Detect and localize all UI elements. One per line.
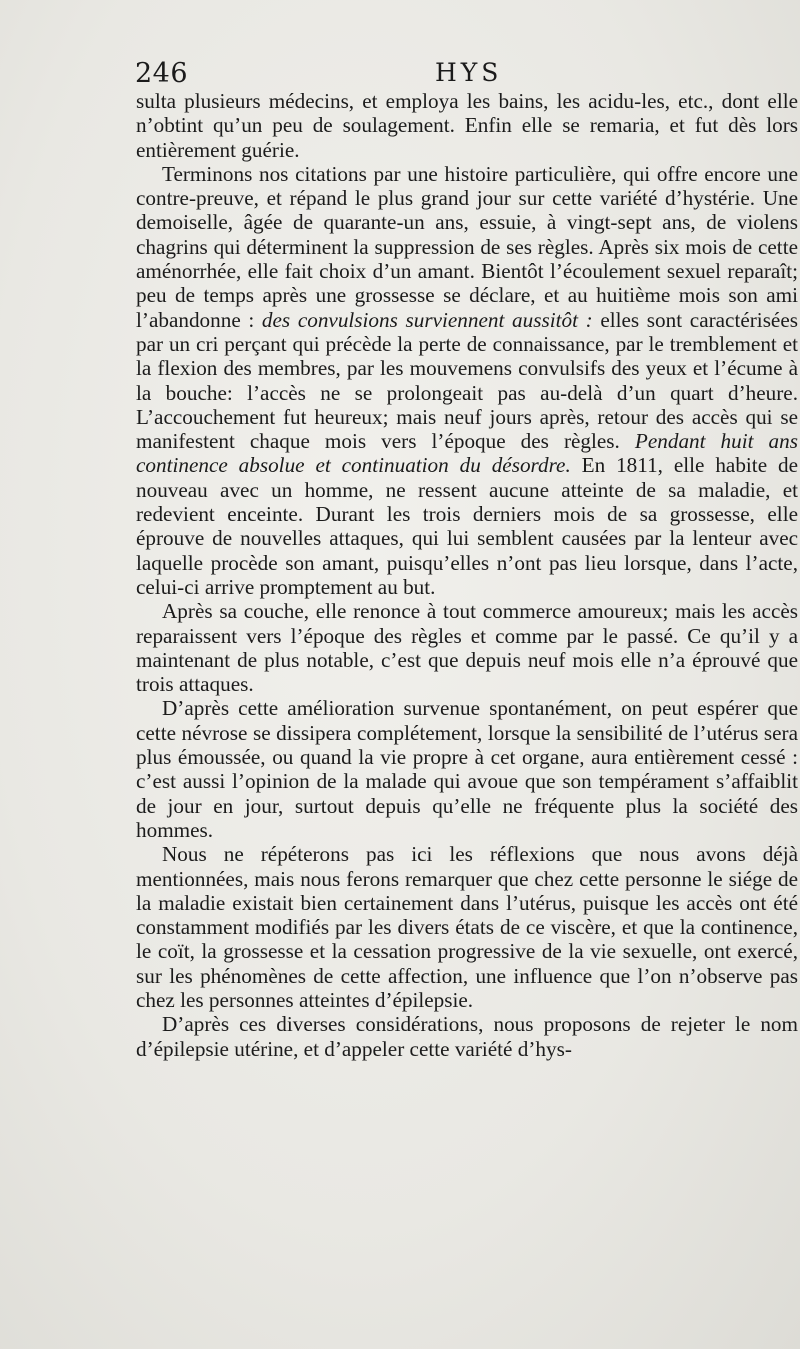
text-span: En 1811, elle habite de nouveau avec un homme, ne ressent aucune atteinte de sa maladie, et redevient enceinte. Durant les trois derniers mois de sa grossesse, elle éprouve de nouvelles attaques, qui lui semblent causées par la lenteur avec laquelle procède son amant, puisqu’elles n’ont pas lieu lorsque, dans l’acte, celui-ci arrive promptement au but. (136, 453, 798, 599)
body-text (136, 89, 798, 1061)
paragraph (136, 842, 798, 1012)
paragraph (136, 89, 798, 162)
italic-text: des convulsions surviennent aussitôt : (261, 307, 593, 332)
paragraph (136, 162, 798, 599)
running-head: HYS (435, 58, 503, 87)
italic-text: Pendant huit ans continence absolue et continuation du désordre. (136, 429, 798, 478)
page-header (135, 58, 795, 92)
paragraph (136, 1012, 798, 1061)
text-span: D’après ces diverses considérations, nous proposons de rejeter le nom d’épilepsie utérine, et d’appeler cette variété d’hys- (136, 1012, 798, 1061)
text-span: sulta plusieurs médecins, et employa les bains, les acidu-les, etc., dont elle n’obtint qu’un peu de soulagement. Enfin elle se remaria, et fut dès lors entièrement guérie. (136, 89, 798, 162)
text-span: D’après cette amélioration survenue spontanément, on peut espérer que cette névrose se dissipera complétement, lorsque la sensibilité de l’utérus sera plus émoussée, ou quand la vie propre à cet organe, aura entièrement cessé : c’est aussi l’opinion de la malade qui avoue que son tempérament s’affaiblit de jour en jour, surtout depuis qu’elle ne fréquente plus la société des hommes. (136, 696, 798, 842)
text-span: Après sa couche, elle renonce à tout commerce amoureux; mais les accès reparaissent vers l’époque des règles et comme par le passé. Ce qu’il y a maintenant de plus notable, c’est que depuis neuf mois elle n’a éprouvé que trois attaques. (136, 599, 798, 697)
text-span: Terminons nos citations par une histoire particulière, qui offre encore une contre-preuve, et répand le plus grand jour sur cette variété d’hystérie. Une demoiselle, âgée de quarante-un ans, essuie, à vingt-sept ans, de violens chagrins qui déterminent la suppression de ses règles. Après six mois de cette aménorrhée, elle fait choix d’un amant. Bientôt l’écoulement sexuel reparaît; peu de temps après une grossesse se déclare, et au huitième mois son ami l’abandonne : (136, 161, 798, 332)
text-span: Nous ne répéterons pas ici les réflexions que nous avons déjà mentionnées, mais nous ferons remarquer que chez cette personne le siége de la maladie existait bien certainement dans l’utérus, puisque les accès ont été constamment modifiés par les divers états de ce viscère, et que la continence, le coït, la grossesse et la cessation progressive de la vie sexuelle, ont exercé, sur les phénomènes de cette affection, une influence que l’on n’observe pas chez les personnes atteintes d’épilepsie. (136, 842, 798, 1012)
page-number: 246 (135, 58, 189, 89)
text-span: elles sont caractérisées par un cri perçant qui précède la perte de connaissance, par le tremblement et la flexion des membres, par les mouvemens convulsifs des yeux et l’écume à la bouche: l’accès ne se prolongeait pas au-delà d’un quart d’heure. L’accouchement fut heureux; mais neuf jours après, retour des accès qui se manifestent chaque mois vers l’époque des règles. (136, 307, 798, 454)
paragraph (136, 696, 798, 842)
paragraph (136, 599, 798, 696)
